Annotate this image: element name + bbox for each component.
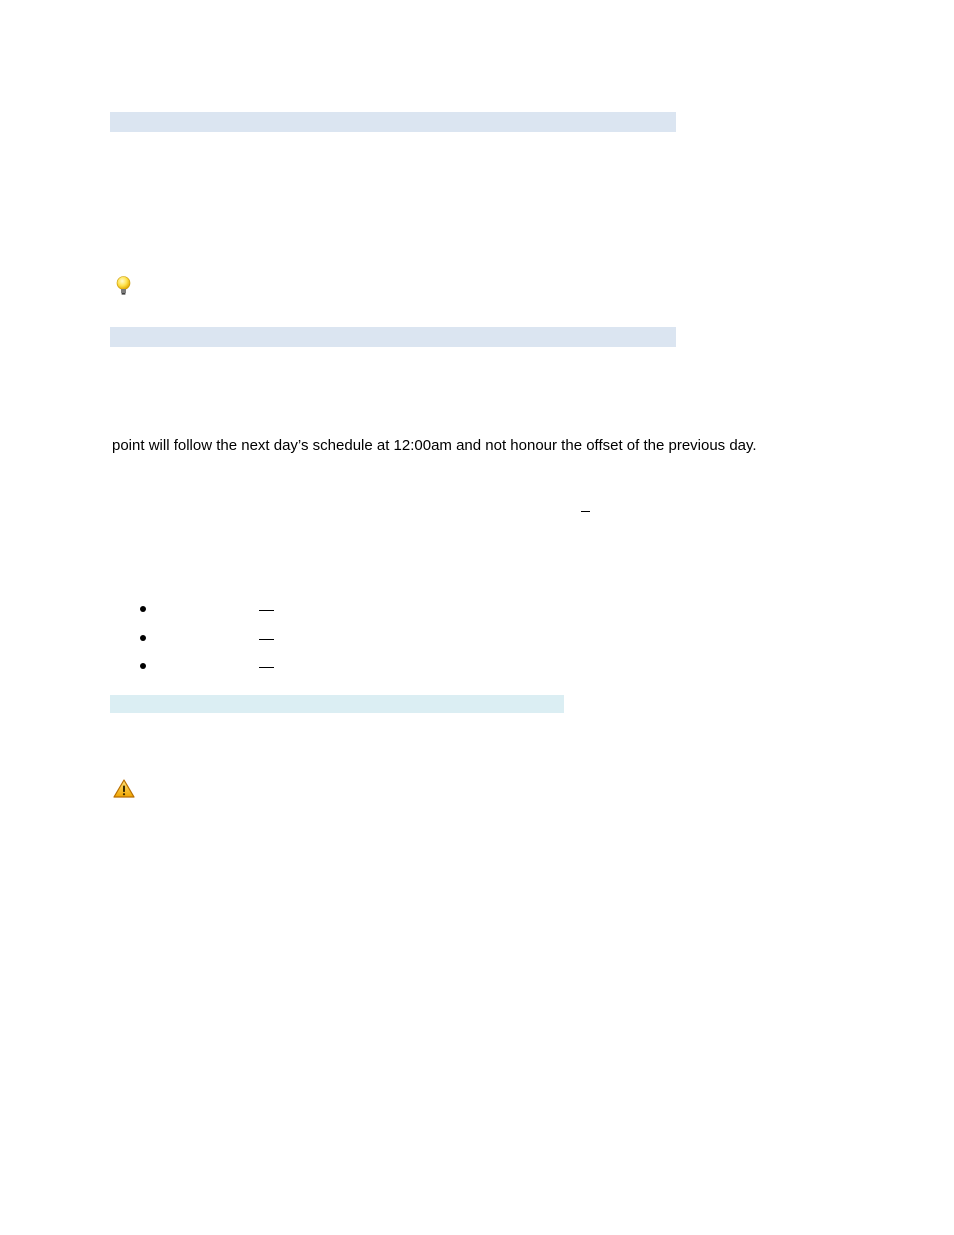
section-heading-band-2: [110, 327, 676, 347]
bullet-dot: [140, 663, 146, 669]
note-heading-band: [110, 695, 564, 713]
lightbulb-icon: [113, 275, 135, 297]
inline-dash: [581, 511, 590, 512]
bullet-dash: [259, 639, 274, 640]
bullet-dash: [259, 667, 274, 668]
bullet-dot: [140, 635, 146, 641]
section-heading-band-1: [110, 112, 676, 132]
bullet-dash: [259, 610, 274, 611]
schedule-offset-text: point will follow the next day’s schedule at 12:00am and not honour the offset of the previous day.: [112, 437, 757, 454]
warning-icon: [113, 778, 135, 800]
bullet-dot: [140, 606, 146, 612]
